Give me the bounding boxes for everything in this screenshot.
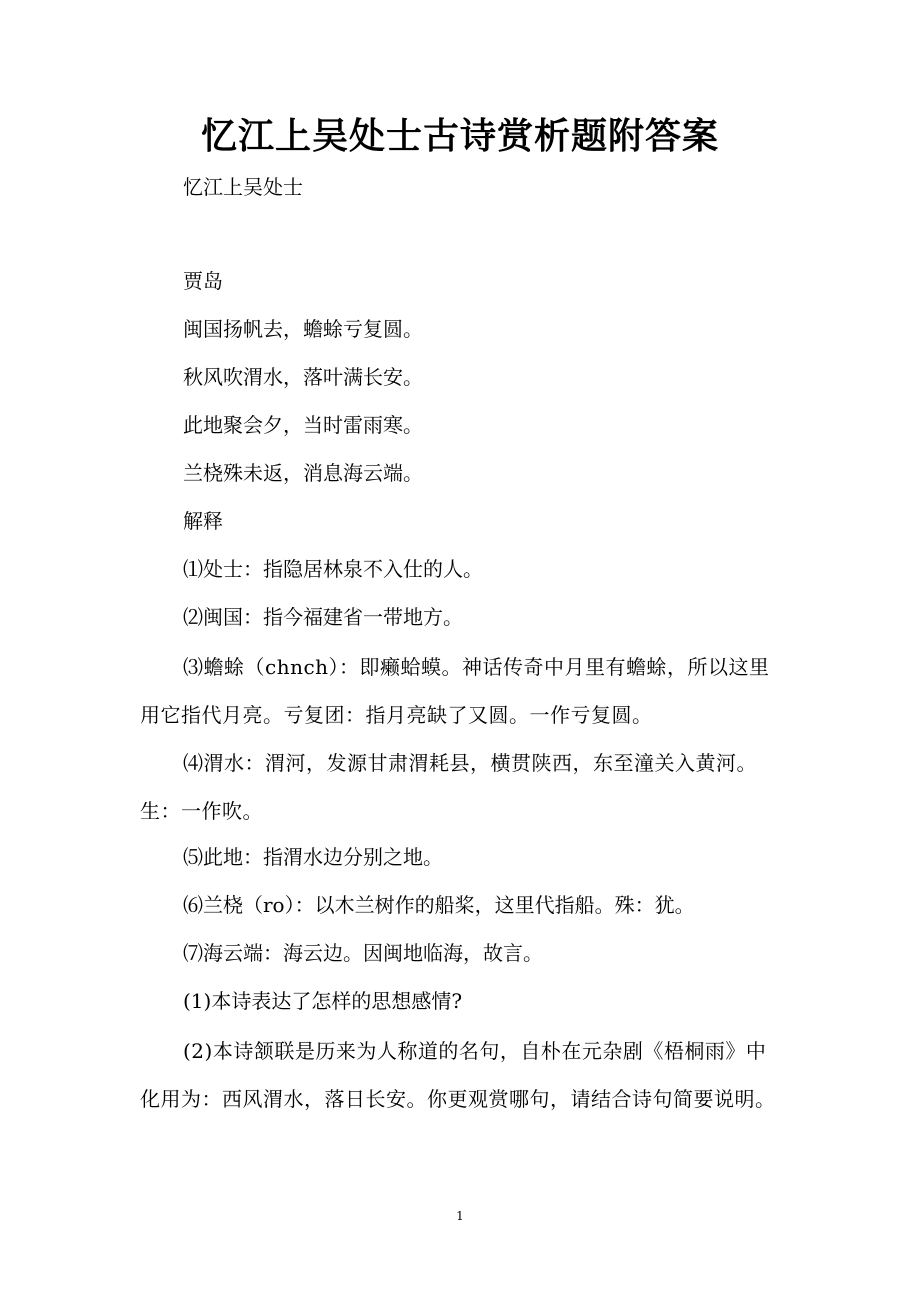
- note-item: ⑹兰桡（ro）：以木兰树作的船桨，这里代指船。殊：犹。: [183, 893, 695, 917]
- note-item: ⑺海云端：海云边。因闽地临海，故言。: [183, 941, 543, 965]
- poem-line: 闽国扬帆去，蟾蜍亏复圆。: [183, 317, 423, 341]
- poem-line: 秋风吹渭水，落叶满长安。: [183, 365, 423, 389]
- poem-title: 忆江上吴处士: [183, 175, 303, 199]
- note-item: ⑶蟾蜍（chnch）：即癞蛤蟆。神话传奇中月里有蟾蜍，所以这里用它指代月亮。亏复团：指月亮缺了又圆。一作亏复圆。: [140, 655, 770, 727]
- question-item: (1)本诗表达了怎样的思想感情?: [183, 989, 463, 1013]
- poem-line: 此地聚会夕，当时雷雨寒。: [183, 413, 423, 437]
- poem-author: 贾岛: [183, 269, 223, 293]
- note-item: ⑸此地：指渭水边分别之地。: [183, 845, 443, 869]
- explanation-heading: 解释: [183, 509, 223, 533]
- note-item: ⑴处士：指隐居林泉不入仕的人。: [183, 557, 483, 581]
- page-number: 1: [456, 1209, 464, 1223]
- note-item: ⑷渭水：渭河，发源甘肃渭耗县，横贯陕西，东至潼关入黄河。生：一作吹。: [140, 751, 757, 823]
- note-item: ⑵闽国：指今福建省一带地方。: [183, 605, 463, 629]
- document-title: 忆江上吴处士古诗赏析题附答案: [200, 116, 719, 157]
- question-item: (2)本诗颔联是历来为人称道的名句，自朴在元杂剧《梧桐雨》中化用为：西风渭水，落日长安。你更观赏哪句，请结合诗句简要说明。: [140, 1039, 776, 1111]
- poem-line: 兰桡殊未返，消息海云端。: [183, 461, 423, 485]
